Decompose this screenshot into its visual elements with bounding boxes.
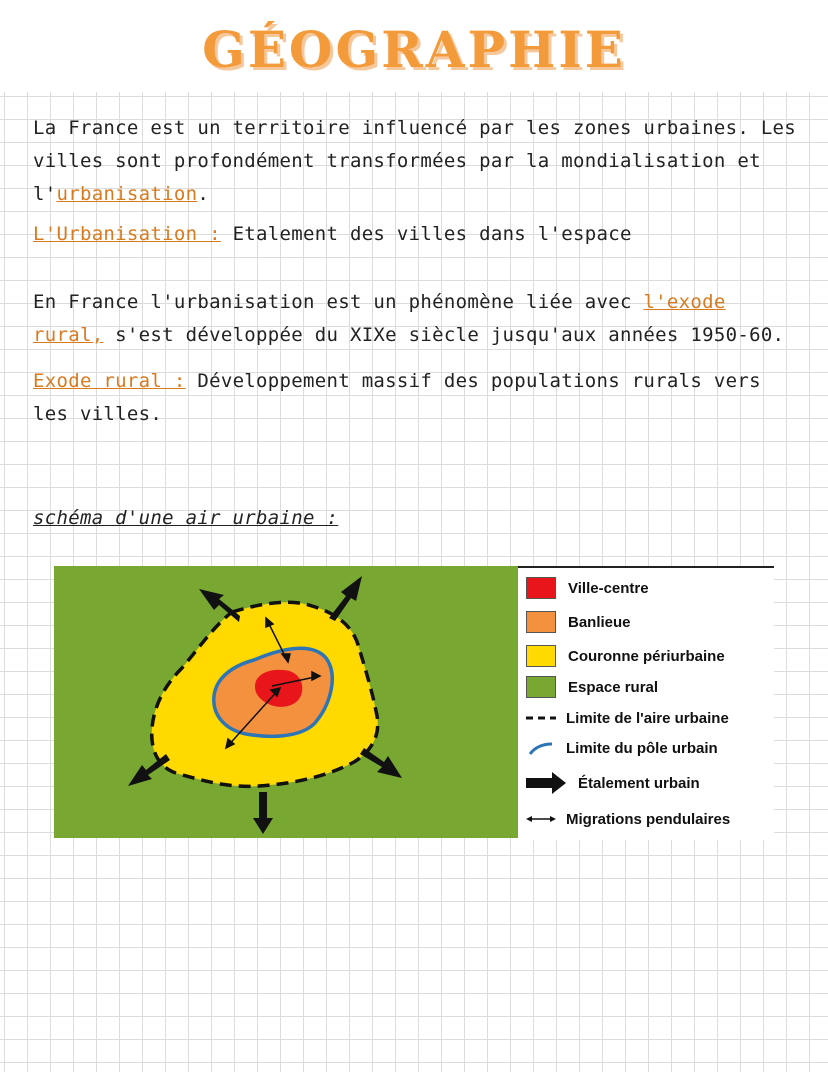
legend-item-ville-centre — [526, 575, 649, 601]
legend-label: Banlieue — [568, 613, 631, 631]
intro-paragraph — [33, 112, 803, 211]
legend-item-limite-aire — [526, 705, 729, 731]
urbanisation-definition-text: Etalement des villes dans l'espace — [220, 223, 632, 245]
exode-paragraph — [33, 286, 803, 352]
schema-heading — [33, 502, 803, 535]
legend-item-migrations — [526, 806, 730, 832]
swatch-banlieue — [526, 611, 556, 633]
legend-label: Ville-centre — [568, 579, 649, 597]
exode-rural-term: l'exode rural, — [33, 291, 726, 346]
legend-item-espace-rural — [526, 674, 658, 700]
diagram-map — [54, 566, 518, 838]
urbanisation-label: L'Urbanisation : — [33, 223, 221, 245]
legend-label: Espace rural — [568, 678, 659, 696]
legend-label: Couronne périurbaine — [568, 647, 725, 665]
legend-item-etalement — [526, 770, 700, 796]
swatch-ville-centre — [526, 577, 556, 599]
legend-label: Limite de l'aire urbaine — [566, 709, 729, 727]
legend-label: Limite du pôle urbain — [566, 739, 718, 757]
diagram-legend — [518, 566, 774, 840]
urban-area-diagram — [54, 566, 774, 838]
legend-item-limite-pole — [526, 735, 718, 761]
legend-label: Étalement urbain — [578, 774, 700, 792]
urbanisation-term: urbanisation — [56, 183, 198, 205]
thick-arrow-icon — [526, 772, 568, 794]
exode-definition — [33, 365, 803, 431]
blue-curve-icon — [526, 737, 556, 759]
double-arrow-icon — [526, 808, 556, 830]
intro-text-2: . — [197, 183, 210, 205]
schema-heading-text: schéma d'une air urbaine : — [33, 507, 339, 529]
exode-definition-text: Développement massif des populations rurals vers les villes. — [33, 370, 761, 425]
exode-text-1: En France l'urbanisation est un phénomène liée avec — [33, 291, 644, 313]
intro-text-1: La France est un territoire influencé par les zones urbaines. Les villes sont profondément transformées par la mondialisation et l' — [33, 117, 797, 205]
legend-item-couronne — [526, 643, 725, 669]
exode-label: Exode rural : — [33, 370, 186, 392]
urbanisation-definition — [33, 218, 803, 251]
swatch-couronne — [526, 645, 556, 667]
swatch-espace-rural — [526, 676, 556, 698]
dashed-line-icon — [526, 707, 556, 729]
legend-label: Migrations pendulaires — [566, 810, 731, 828]
page-title: GÉOGRAPHIE — [202, 20, 626, 79]
legend-item-banlieue — [526, 609, 631, 635]
exode-text-2: s'est développée du XIXe siècle jusqu'aux années 1950-60. — [103, 324, 785, 346]
